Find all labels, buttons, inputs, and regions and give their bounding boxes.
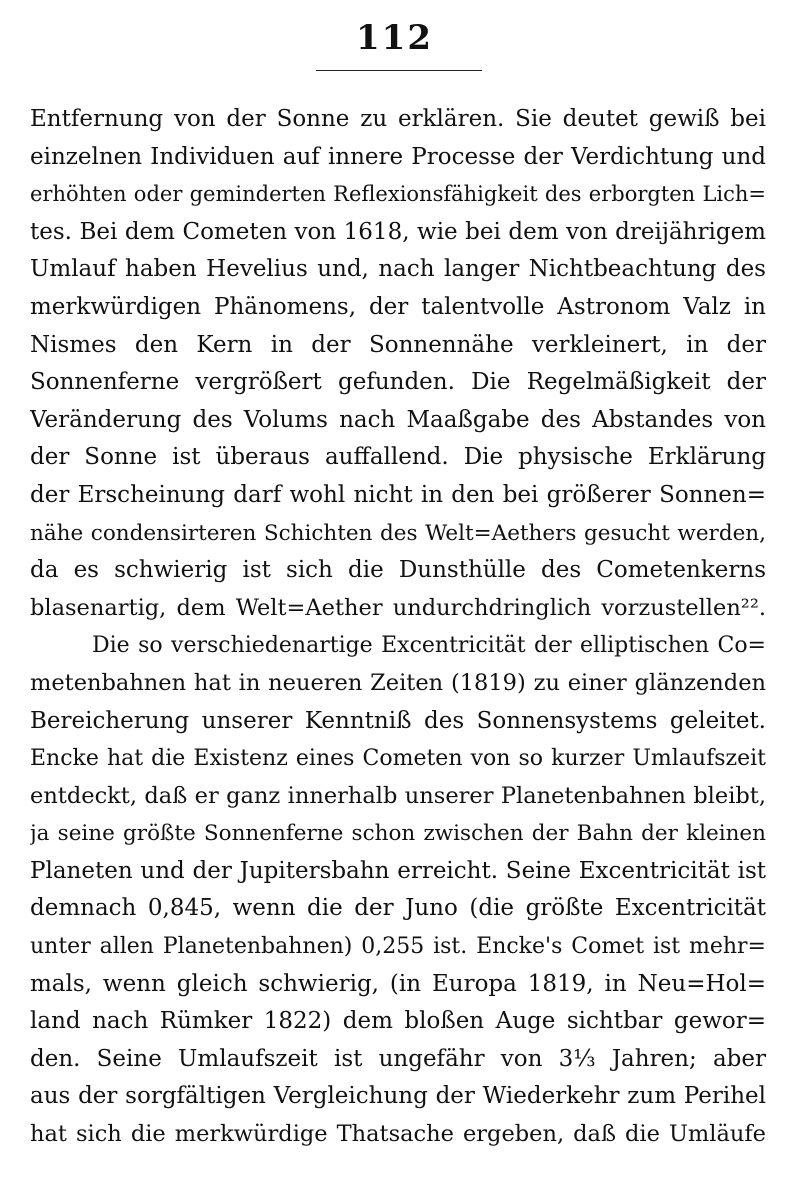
text-line: Bereicherung unserer Kenntniß des Sonnensystems geleitet. bbox=[30, 707, 766, 734]
text-line: erhöhten oder geminderten Reflexionsfähigkeit des erborgten Lich= bbox=[30, 182, 766, 207]
paragraph-first-line: Die so verschiedenartige Excentricität der elliptischen Co= bbox=[92, 633, 766, 659]
text-line: ja seine größte Sonnenferne schon zwischen der Bahn der kleinen bbox=[30, 821, 766, 847]
text-line: der Sonne ist überaus auffallend. Die physische Erklärung bbox=[30, 444, 766, 471]
text-line: metenbahnen hat in neueren Zeiten (1819) zu einer glänzenden bbox=[30, 669, 766, 696]
text-line: merkwürdigen Phänomens, der talentvolle Astronom Valz in bbox=[30, 293, 766, 320]
text-line: da es schwierig ist sich die Dunsthülle des Cometenkerns bbox=[30, 557, 766, 584]
text-line: Sonnenferne vergrößert gefunden. Die Regelmäßigkeit der bbox=[30, 369, 766, 396]
text-line: entdeckt, daß er ganz innerhalb unserer Planetenbahnen bleibt, bbox=[30, 782, 766, 809]
body-text bbox=[30, 101, 766, 1154]
text-line: Umlauf haben Hevelius und, nach langer Nichtbeachtung des bbox=[30, 256, 766, 283]
text-line: mals, wenn gleich schwierig, (in Europa 1819, in Neu=Hol= bbox=[30, 970, 766, 997]
text-line: hat sich die merkwürdige Thatsache ergeben, daß die Umläufe bbox=[30, 1121, 766, 1148]
text-line: nähe condensirteren Schichten des Welt=Aethers gesucht werden, bbox=[30, 520, 766, 546]
text-line: Veränderung des Volums nach Maaßgabe des Abstandes von bbox=[30, 406, 766, 433]
text-line: einzelnen Individuen auf innere Processe der Verdichtung und bbox=[30, 143, 766, 170]
text-line: der Erscheinung darf wohl nicht in den bei größerer Sonnen= bbox=[30, 481, 766, 508]
text-line: land nach Rümker 1822) dem bloßen Auge sichtbar gewor= bbox=[30, 1008, 766, 1035]
text-line: Encke hat die Existenz eines Cometen von so kurzer Umlaufszeit bbox=[30, 746, 766, 772]
text-line: den. Seine Umlaufszeit ist ungefähr von 3⅓ Jahren; aber bbox=[30, 1045, 766, 1072]
text-line: demnach 0,845, wenn die der Juno (die größte Excentricität bbox=[30, 895, 766, 922]
text-line: Planeten und der Jupitersbahn erreicht. Seine Excentricität ist bbox=[30, 857, 766, 884]
text-line: aus der sorgfältigen Vergleichung der Wiederkehr zum Perihel bbox=[30, 1083, 766, 1110]
page-number: 112 bbox=[356, 18, 433, 58]
text-line: blasenartig, dem Welt=Aether undurchdringlich vorzustellen²². bbox=[30, 594, 766, 621]
text-line: Entfernung von der Sonne zu erklären. Sie deutet gewiß bei bbox=[30, 106, 766, 132]
text-line: tes. Bei dem Cometen von 1618, wie bei dem von dreijährigem bbox=[30, 218, 766, 245]
text-line: unter allen Planetenbahnen) 0,255 ist. Encke's Comet ist mehr= bbox=[30, 934, 766, 960]
text-line: Nismes den Kern in der Sonnennähe verkleinert, in der bbox=[30, 331, 766, 358]
header-rule bbox=[316, 70, 482, 71]
